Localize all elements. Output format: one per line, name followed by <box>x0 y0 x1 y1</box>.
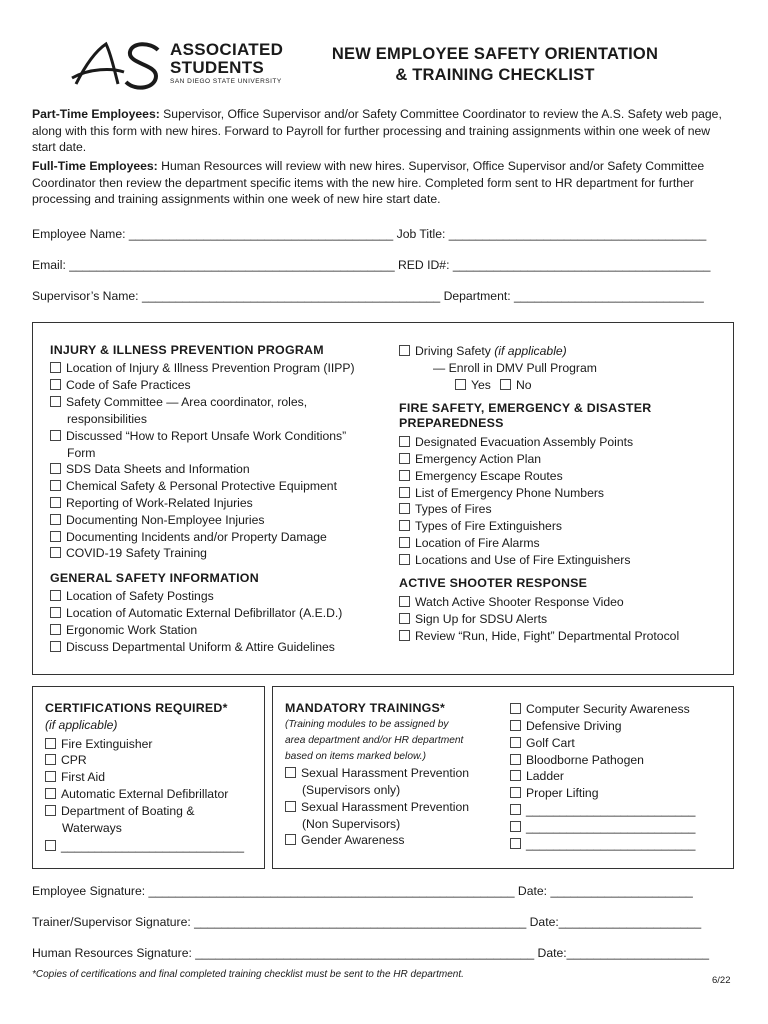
general-item-ergonomic[interactable]: Ergonomic Work Station <box>50 622 197 639</box>
checkbox[interactable] <box>50 463 61 474</box>
checkbox[interactable] <box>50 362 61 373</box>
checkbox[interactable] <box>45 788 56 799</box>
logo-line-students: STUDENTS <box>170 58 265 77</box>
cert-item-boating-cont: Waterways <box>62 821 122 835</box>
mandatory-item-supervisors-only: (Supervisors only) <box>302 783 401 797</box>
cert-item-aed[interactable]: Automatic External Defibrillator <box>45 786 228 803</box>
injury-item-safety-committee[interactable]: Safety Committee — Area coordinator, roles, <box>50 394 307 411</box>
general-item-uniform[interactable]: Discuss Departmental Uniform & Attire Guidelines <box>50 639 335 656</box>
checkbox[interactable] <box>510 770 521 781</box>
checkbox[interactable] <box>50 590 61 601</box>
version-label: 6/22 <box>712 975 731 986</box>
fire-item-extinguisher-use[interactable]: Locations and Use of Fire Extinguishers <box>399 552 630 569</box>
mandatory-item-ladder[interactable]: Ladder <box>510 768 564 785</box>
checkbox[interactable] <box>50 607 61 618</box>
fire-item-alarms[interactable]: Location of Fire Alarms <box>399 535 540 552</box>
dmv-yes-option[interactable]: Yes <box>455 377 491 394</box>
mandatory-item-proper-lifting[interactable]: Proper Lifting <box>510 785 599 802</box>
employee-signature-line[interactable]: Employee Signature: ______________________________________________________ Date: _____________________ <box>32 884 693 898</box>
checkbox[interactable] <box>510 703 521 714</box>
mandatory-note-1: (Training modules to be assigned by <box>285 719 449 730</box>
logo-line-university: SAN DIEGO STATE UNIVERSITY <box>170 78 282 85</box>
cert-item-cpr[interactable]: CPR <box>45 752 87 769</box>
injury-item-chemical[interactable]: Chemical Safety & Personal Protective Equipment <box>50 478 337 495</box>
mandatory-note-2: area department and/or HR department <box>285 735 464 746</box>
checkbox[interactable] <box>510 737 521 748</box>
checkbox[interactable] <box>50 396 61 407</box>
dmv-pull-program: — Enroll in DMV Pull Program <box>433 361 597 375</box>
fire-section-title-2: PREPAREDNESS <box>399 416 504 430</box>
checkbox[interactable] <box>50 624 61 635</box>
mandatory-item-defensive-driving[interactable]: Defensive Driving <box>510 718 622 735</box>
checkbox[interactable] <box>510 720 521 731</box>
supervisor-department-line[interactable]: Supervisor’s Name: ____________________________________________ Department: ____________________________ <box>32 289 704 303</box>
full-time-label: Full-Time Employees: <box>32 159 158 173</box>
part-time-paragraph <box>32 106 732 156</box>
associated-students-logo <box>70 38 290 94</box>
checkbox[interactable] <box>500 379 511 390</box>
injury-item-sds[interactable]: SDS Data Sheets and Information <box>50 461 250 478</box>
full-time-paragraph <box>32 158 732 208</box>
checkbox[interactable] <box>45 840 56 851</box>
fire-item-action-plan[interactable]: Emergency Action Plan <box>399 451 541 468</box>
checkbox[interactable] <box>510 787 521 798</box>
injury-item-report-unsafe[interactable]: Discussed “How to Report Unsafe Work Conditions” <box>50 428 346 445</box>
mandatory-note-3: based on items marked below.) <box>285 751 426 762</box>
cert-item-boating[interactable]: Department of Boating & <box>45 803 194 820</box>
email-redid-line[interactable]: Email: ________________________________________________ RED ID#: ______________________________________ <box>32 258 711 272</box>
fire-item-escape-routes[interactable]: Emergency Escape Routes <box>399 468 563 485</box>
fire-item-extinguisher-types[interactable]: Types of Fire Extinguishers <box>399 518 562 535</box>
checkbox[interactable] <box>399 537 410 548</box>
mandatory-title: MANDATORY TRAININGS* <box>285 701 446 715</box>
general-item-postings[interactable]: Location of Safety Postings <box>50 588 214 605</box>
fire-section-title-1: FIRE SAFETY, EMERGENCY & DISASTER <box>399 401 652 415</box>
employee-name-jobtitle-line[interactable]: Employee Name: _______________________________________ Job Title: ______________________________________ <box>32 227 707 241</box>
footnote: *Copies of certifications and final completed training checklist must be sent to the HR department. <box>32 969 464 980</box>
title-line-1: NEW EMPLOYEE SAFETY ORIENTATION <box>331 45 659 63</box>
mandatory-item-blank-2[interactable]: _________________________ <box>510 819 695 836</box>
checkbox[interactable] <box>285 801 296 812</box>
cert-item-first-aid[interactable]: First Aid <box>45 769 105 786</box>
checkbox[interactable] <box>510 838 521 849</box>
injury-item-safe-practices[interactable]: Code of Safe Practices <box>50 377 191 394</box>
checkbox[interactable] <box>399 520 410 531</box>
fire-item-assembly[interactable]: Designated Evacuation Assembly Points <box>399 434 633 451</box>
mandatory-item-blank-1[interactable]: _________________________ <box>510 802 695 819</box>
logo-line-associated: ASSOCIATED <box>170 40 284 59</box>
checkbox[interactable] <box>510 754 521 765</box>
checkbox[interactable] <box>399 596 410 607</box>
shooter-section-title: ACTIVE SHOOTER RESPONSE <box>399 576 588 590</box>
title-line-2: & TRAINING CHECKLIST <box>395 66 595 84</box>
shooter-item-video[interactable]: Watch Active Shooter Response Video <box>399 594 624 611</box>
document-title <box>295 44 695 86</box>
mandatory-item-golf-cart[interactable]: Golf Cart <box>510 735 575 752</box>
injury-item-iipp[interactable]: Location of Injury & Illness Prevention Program (IIPP) <box>50 360 355 377</box>
part-time-text: Supervisor, Office Supervisor and/or Safety Committee Coordinator to review the A.S. Safety web page, along with this form with new hires. Forward to Payroll for further processing and training assignments within one week of new start date. <box>32 107 722 154</box>
general-item-aed[interactable]: Location of Automatic External Defibrillator (A.E.D.) <box>50 605 342 622</box>
checkbox[interactable] <box>50 379 61 390</box>
checkbox[interactable] <box>510 821 521 832</box>
checkbox[interactable] <box>50 430 61 441</box>
general-section-title: GENERAL SAFETY INFORMATION <box>50 571 259 585</box>
injury-section-title: INJURY & ILLNESS PREVENTION PROGRAM <box>50 343 324 357</box>
checkbox[interactable] <box>399 630 410 641</box>
shooter-item-protocol[interactable]: Review “Run, Hide, Fight” Departmental Protocol <box>399 628 679 645</box>
injury-item-incidents[interactable]: Documenting Incidents and/or Property Damage <box>50 529 327 546</box>
mandatory-item-harassment-supervisors[interactable]: Sexual Harassment Prevention <box>285 765 469 782</box>
shooter-item-alerts[interactable]: Sign Up for SDSU Alerts <box>399 611 547 628</box>
mandatory-item-blank-3[interactable]: _________________________ <box>510 836 695 853</box>
dmv-no-option[interactable]: No <box>500 377 532 394</box>
checkbox[interactable] <box>399 345 410 356</box>
mandatory-item-gender[interactable]: Gender Awareness <box>285 832 404 849</box>
injury-item-non-employee[interactable]: Documenting Non-Employee Injuries <box>50 512 264 529</box>
checkbox[interactable] <box>399 453 410 464</box>
checkbox[interactable] <box>45 805 56 816</box>
checkbox[interactable] <box>50 497 61 508</box>
checkbox[interactable] <box>50 480 61 491</box>
checkbox[interactable] <box>50 514 61 525</box>
checkbox[interactable] <box>399 436 410 447</box>
certifications-title: CERTIFICATIONS REQUIRED* <box>45 701 228 715</box>
checkbox[interactable] <box>399 554 410 565</box>
checkbox[interactable] <box>510 804 521 815</box>
as-logo-icon <box>70 38 165 94</box>
mandatory-item-non-supervisors: (Non Supervisors) <box>302 817 401 831</box>
checkbox[interactable] <box>285 834 296 845</box>
cert-item-fire-extinguisher[interactable]: Fire Extinguisher <box>45 736 152 753</box>
mandatory-item-harassment-non-supervisors[interactable]: Sexual Harassment Prevention <box>285 799 469 816</box>
checkbox[interactable] <box>399 613 410 624</box>
fire-item-types-fires[interactable]: Types of Fires <box>399 501 492 518</box>
injury-item-safety-committee-cont: responsibilities <box>67 412 147 426</box>
full-time-text: Human Resources will review with new hires. Supervisor, Office Supervisor and/or Safety Committee Coordinator then review the department specific items with the new hire. Completed form sent to HR department for further processing and training assignments within one week of new hire start date. <box>32 159 705 206</box>
part-time-label: Part-Time Employees: <box>32 107 160 121</box>
fire-item-phone-numbers[interactable]: List of Emergency Phone Numbers <box>399 485 604 502</box>
checkbox[interactable] <box>285 767 296 778</box>
mandatory-item-bloodborne[interactable]: Bloodborne Pathogen <box>510 752 644 769</box>
hr-signature-line[interactable]: Human Resources Signature: __________________________________________________ Date:_____________________ <box>32 946 710 960</box>
checkbox[interactable] <box>455 379 466 390</box>
checkbox[interactable] <box>45 738 56 749</box>
mandatory-item-computer-security[interactable]: Computer Security Awareness <box>510 701 690 718</box>
injury-item-report-unsafe-cont: Form <box>67 446 96 460</box>
trainer-signature-line[interactable]: Trainer/Supervisor Signature: _________________________________________________ Date:_____________________ <box>32 915 702 929</box>
checkbox[interactable] <box>50 531 61 542</box>
checkbox[interactable] <box>399 470 410 481</box>
certifications-subtitle: (if applicable) <box>45 718 118 732</box>
checkbox[interactable] <box>45 771 56 782</box>
checkbox[interactable] <box>399 487 410 498</box>
cert-item-blank[interactable]: ___________________________ <box>45 838 244 855</box>
checkbox[interactable] <box>50 547 61 558</box>
injury-item-covid[interactable]: COVID-19 Safety Training <box>50 545 207 562</box>
checkbox[interactable] <box>50 641 61 652</box>
checkbox[interactable] <box>45 754 56 765</box>
injury-item-reporting[interactable]: Reporting of Work-Related Injuries <box>50 495 253 512</box>
checkbox[interactable] <box>399 503 410 514</box>
driving-safety-item[interactable]: Driving Safety (if applicable) <box>399 343 567 360</box>
